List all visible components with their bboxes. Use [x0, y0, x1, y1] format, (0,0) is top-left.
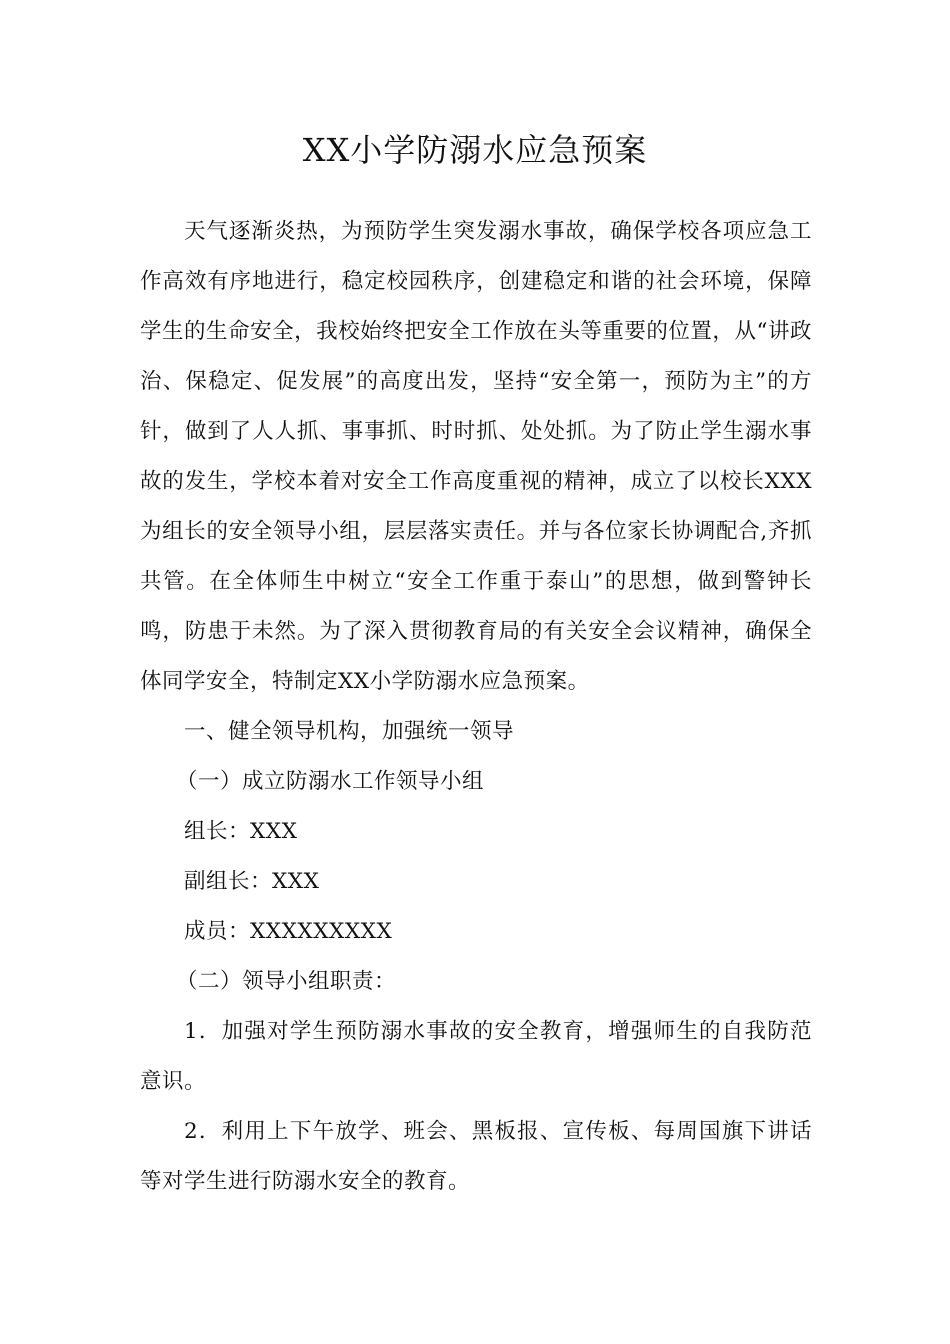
document-body [140, 207, 812, 1207]
section-heading-1: 一、健全领导机构，加强统一领导 [184, 719, 515, 744]
deputy-leader-line: 副组长：XXX [184, 869, 320, 894]
members-line: 成员：XXXXXXXXX [184, 919, 393, 944]
duty-item-1: 1．加强对学生预防溺水事故的安全教育，增强师生的自我防范意识。 [140, 1019, 812, 1094]
leader-line: 组长：XXX [184, 819, 298, 844]
subsection-heading-2: （二）领导小组职责： [176, 969, 397, 994]
subsection-heading-1: （一）成立防溺水工作领导小组 [176, 769, 485, 794]
document-title: XX小学防溺水应急预案 [302, 131, 648, 169]
intro-paragraph: 天气逐渐炎热，为预防学生突发溺水事故，确保学校各项应急工作高效有序地进行，稳定校园秩序，创建稳定和谐的社会环境，保障学生的生命安全，我校始终把安全工作放在头等重要的位置，从“讲政治、保稳定、促发展”的高度出发，坚持“安全第一，预防为主”的方针，做到了人人抓、事事抓、时时抓、处处抓。为了防止学生溺水事故的发生，学校本着对安全工作高度重视的精神，成立了以校长XXX为组长的安全领导小组，层层落实责任。并与各位家长协调配合,齐抓共管。在全体师生中树立“安全工作重于泰山”的思想，做到警钟长鸣，防患于未然。为了深入贯彻教育局的有关安全会议精神，确保全体同学安全，特制定XX小学防溺水应急预案。 [140, 219, 812, 694]
duty-item-2: 2．利用上下午放学、班会、黑板报、宣传板、每周国旗下讲话等对学生进行防溺水安全的教育。 [140, 1119, 812, 1194]
